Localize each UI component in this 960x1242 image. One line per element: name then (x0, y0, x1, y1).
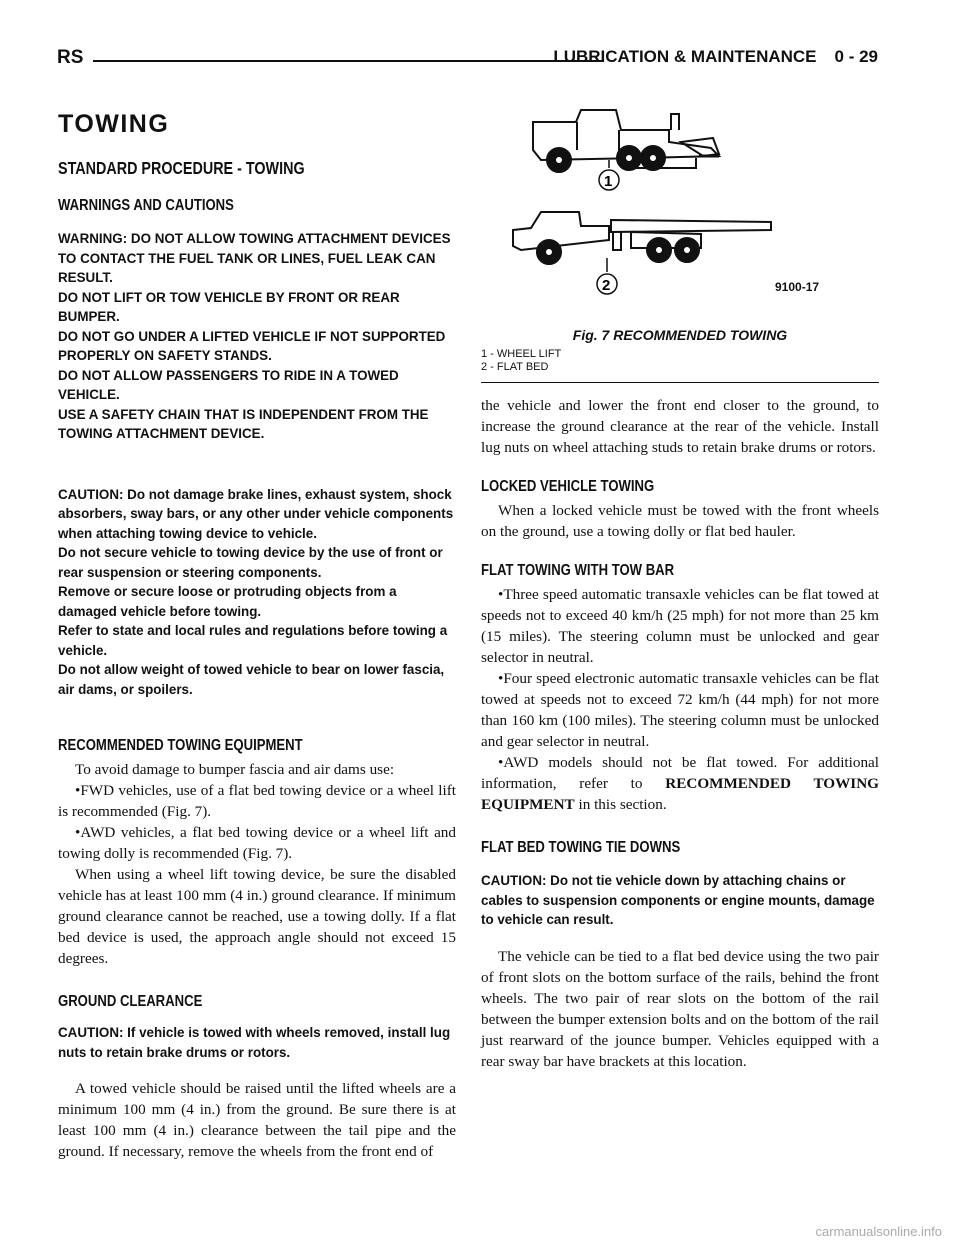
tow-trucks-illustration (481, 100, 879, 320)
page-title: TOWING (58, 110, 170, 138)
left-column (58, 105, 456, 1162)
figure-code: 9100-17 (775, 280, 820, 294)
watermark: carmanualsonline.info (815, 1224, 942, 1239)
equipment-bullet: •FWD vehicles, use of a flat bed towing device or a wheel lift is recommended (Fig. 7). (58, 782, 456, 820)
header-section-title: LUBRICATION & MAINTENANCE (553, 47, 817, 66)
towing-figure (481, 100, 879, 385)
equipment-paragraph: When using a wheel lift towing device, be sure the disabled vehicle has at least 100 mm (4 in.) ground clearance. If minimum ground clearance cannot be reached, use a towing dolly. If a flat bed device is used, the approach angle should not exceed 15 degrees. (58, 866, 456, 967)
header-section (553, 47, 878, 67)
cross-reference: RECOMMENDED TOWING EQUIPMENT (481, 775, 879, 813)
flat-tow-heading: FLAT TOWING WITH TOW BAR (481, 562, 675, 579)
flat-tow-bullet: •Four speed electronic automatic transaxle vehicles can be flat towed at speeds not to exceed 72 km/h (44 mph) for not more than 160 km (100 miles). The steering column must be unlocked and gear selector in neutral. (481, 670, 879, 750)
header-page-number: 0 - 29 (834, 47, 878, 66)
caution-line: Do not secure vehicle to towing device by the use of front or rear suspension or steering components. (58, 545, 443, 580)
ground-caution: CAUTION: If vehicle is towed with wheels removed, install lug nuts to retain brake drums or rotors. (58, 1025, 451, 1060)
callout-2 (597, 258, 617, 294)
warning-line: WARNING: DO NOT ALLOW TOWING ATTACHMENT DEVICES TO CONTACT THE FUEL TANK OR LINES, FUEL LEAK CAN RESULT. (58, 231, 451, 285)
legend-item: 2 - FLAT BED (481, 361, 549, 373)
warning-line: DO NOT GO UNDER A LIFTED VEHICLE IF NOT SUPPORTED PROPERLY ON SAFETY STANDS. (58, 328, 446, 363)
caution-line: Do not allow weight of towed vehicle to bear on lower fascia, air dams, or spoilers. (58, 662, 445, 697)
header-code: RS (57, 47, 84, 68)
callout-1 (599, 160, 619, 190)
procedure-heading: STANDARD PROCEDURE - TOWING (58, 158, 305, 178)
flat-bed-truck (513, 212, 771, 264)
ground-paragraph-continued: the vehicle and lower the front end closer to the ground, to increase the ground clearance at the rear of the vehicle. Install lug nuts on wheel attaching studs to retain brake drums or rotors. (481, 397, 879, 456)
caution-line: CAUTION: Do not damage brake lines, exhaust system, shock absorbers, sway bars, or any other under vehicle components when attaching towing device to vehicle. (58, 486, 454, 541)
warning-line: DO NOT LIFT OR TOW VEHICLE BY FRONT OR REAR BUMPER. (58, 289, 400, 324)
caution-line: Refer to state and local rules and regulations before towing a vehicle. (58, 623, 448, 658)
locked-paragraph: When a locked vehicle must be towed with the front wheels on the ground, use a towing dolly or flat bed hauler. (481, 502, 879, 540)
warning-block (58, 229, 456, 444)
caution-block (58, 485, 456, 700)
warnings-heading: WARNINGS AND CAUTIONS (58, 197, 234, 214)
locked-heading: LOCKED VEHICLE TOWING (481, 478, 655, 495)
tiedown-paragraph: The vehicle can be tied to a flat bed device using the two pair of front slots on the bottom surface of the rails, behind the front wheels. The two pair of rear slots on the bottom of the rail between the bumper extension bolts and on the bottom of the rail just rearward of the jounce bumper. Vehicles equipped with a rear sway bar have brackets at this location. (481, 947, 879, 1070)
svg-text:1: 1 (604, 173, 613, 190)
equipment-intro: To avoid damage to bumper fascia and air dams use: (75, 761, 395, 778)
equipment-bullet: •AWD vehicles, a flat bed towing device or a wheel lift and towing dolly is recommended (Fig. 7). (58, 824, 456, 862)
warning-line: DO NOT ALLOW PASSENGERS TO RIDE IN A TOWED VEHICLE. (58, 367, 399, 402)
caution-line: Remove or secure loose or protruding objects from a damaged vehicle before towing. (58, 584, 397, 619)
header-rule (93, 60, 604, 62)
wheel-lift-truck (533, 110, 719, 172)
equipment-heading: RECOMMENDED TOWING EQUIPMENT (58, 737, 303, 754)
flat-tow-bullet: •AWD models should not be flat towed. For additional information, refer to RECOMMENDED TOWING EQUIPMENT in this section. (481, 754, 879, 813)
figure-rule (481, 382, 879, 383)
legend-item: 1 - WHEEL LIFT (481, 348, 562, 360)
warning-line: USE A SAFETY CHAIN THAT IS INDEPENDENT FROM THE TOWING ATTACHMENT DEVICE. (58, 406, 429, 441)
svg-text:2: 2 (602, 277, 611, 294)
tiedown-caution: CAUTION: Do not tie vehicle down by attaching chains or cables to suspension components or engine mounts, damage to vehicle can result. (481, 873, 875, 927)
ground-paragraph: A towed vehicle should be raised until the lifted wheels are a minimum 100 mm (4 in.) from the ground. Be sure there is at least 100 mm (4 in.) clearance between the tail pipe and the ground. If necessary, remove the wheels from the front end of (58, 1080, 456, 1160)
ground-heading: GROUND CLEARANCE (58, 993, 203, 1010)
flat-tow-bullet: •Three speed automatic transaxle vehicles can be flat towed at speeds not to exceed 40 km/h (25 mph) for not more than 25 km (15 miles). The steering column must be unlocked and gear selector in neutral. (481, 586, 879, 666)
right-column (481, 395, 879, 1072)
figure-caption: Fig. 7 RECOMMENDED TOWING (572, 327, 788, 343)
figure-legend (481, 348, 561, 374)
tiedown-heading: FLAT BED TOWING TIE DOWNS (481, 839, 681, 856)
